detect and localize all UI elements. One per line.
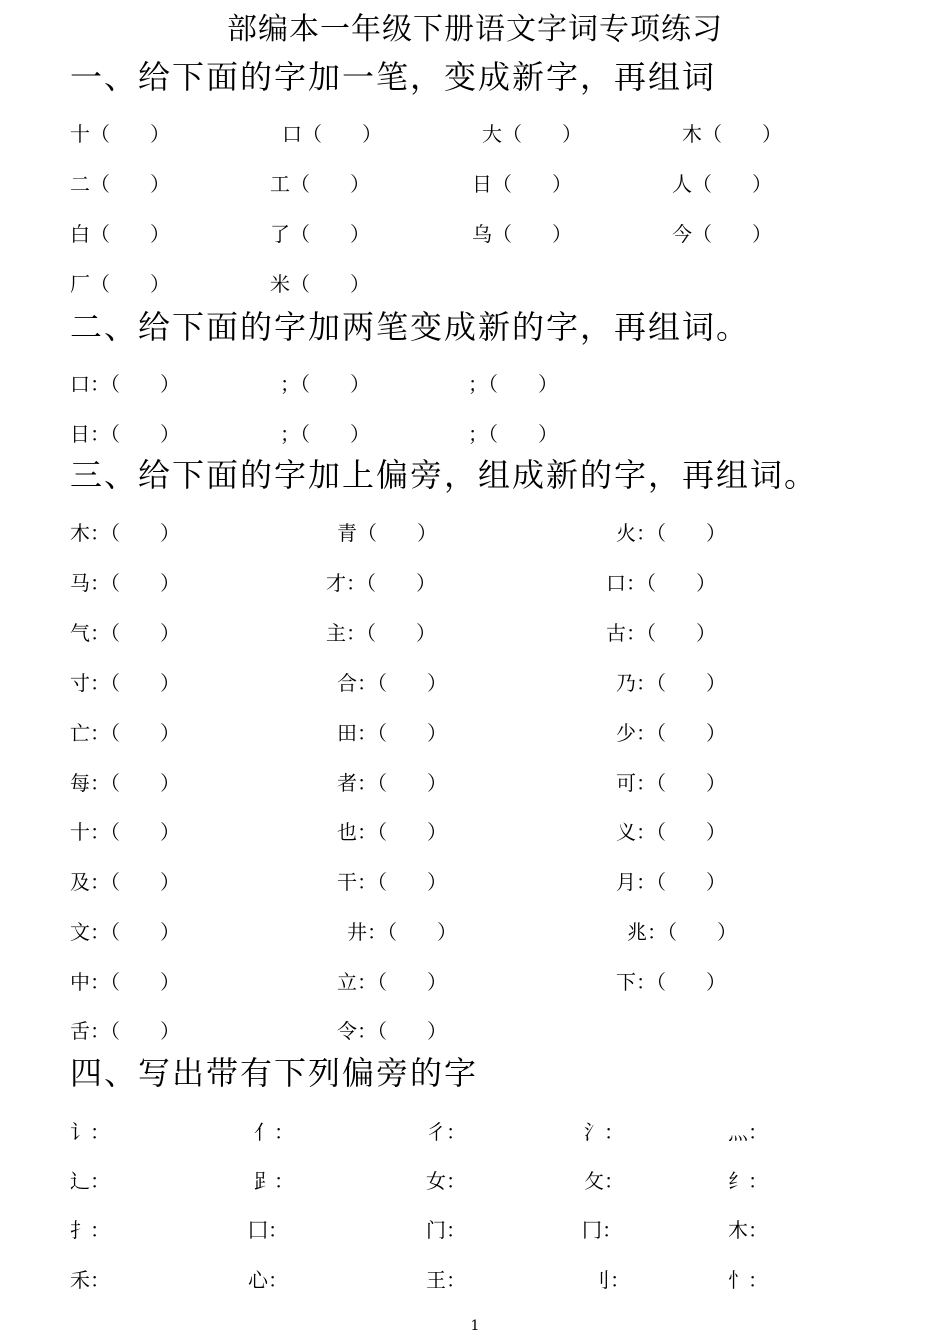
radical-cell: 禾： (70, 1268, 110, 1292)
section-3-row (0, 517, 950, 547)
exercise-cell: 厂（ ） (70, 272, 170, 296)
exercise-cell: 气：（ ） (70, 621, 180, 645)
radical-cell: 彳： (426, 1120, 466, 1144)
exercise-cell: 日（ ） (472, 172, 572, 196)
section-3-row (0, 916, 950, 946)
section-1-row (0, 168, 950, 198)
exercise-cell: 十（ ） (70, 122, 170, 146)
exercise-cell: 古：（ ） (606, 621, 716, 645)
section-1-row (0, 268, 950, 298)
exercise-cell: 下：（ ） (616, 970, 726, 994)
section-3-row (0, 617, 950, 647)
exercise-cell: ；（ ） (468, 372, 558, 396)
exercise-cell: 干：（ ） (337, 870, 447, 894)
radical-cell: 扌： (70, 1218, 110, 1242)
page-number: 1 (470, 1318, 480, 1334)
exercise-cell: 义：（ ） (616, 820, 726, 844)
section-4-row (0, 1214, 950, 1244)
radical-cell: 囗： (248, 1218, 288, 1242)
exercise-cell: 者：（ ） (337, 771, 447, 795)
section-4-row (0, 1116, 950, 1146)
section-2-row (0, 368, 950, 398)
exercise-cell: 也：（ ） (337, 820, 447, 844)
exercise-cell: 令：（ ） (337, 1019, 447, 1043)
section-2-row (0, 418, 950, 448)
radical-cell: 讠： (70, 1120, 110, 1144)
radical-cell: 木： (728, 1218, 768, 1242)
section-3-row (0, 567, 950, 597)
exercise-cell: 大（ ） (482, 122, 582, 146)
exercise-cell: 木（ ） (682, 122, 782, 146)
exercise-cell: 合：（ ） (337, 671, 447, 695)
exercise-cell: 才：（ ） (326, 571, 436, 595)
exercise-cell: 今（ ） (672, 222, 772, 246)
radical-cell: 氵： (584, 1120, 624, 1144)
exercise-cell: 立：（ ） (337, 970, 447, 994)
exercise-cell: 了（ ） (270, 222, 370, 246)
section-3-heading: 三、给下面的字加上偏旁，组成新的字，再组词。 (70, 456, 819, 494)
radical-cell: 攵： (584, 1169, 624, 1193)
exercise-cell: 文：（ ） (70, 920, 180, 944)
exercise-cell: 工（ ） (270, 172, 370, 196)
exercise-cell: 每：（ ） (70, 771, 180, 795)
section-3-row (0, 866, 950, 896)
exercise-cell: 青（ ） (337, 521, 437, 545)
exercise-cell: 口（ ） (282, 122, 382, 146)
radical-cell: 王： (426, 1268, 466, 1292)
exercise-cell: 及：（ ） (70, 870, 180, 894)
exercise-cell: 寸：（ ） (70, 671, 180, 695)
exercise-cell: 十：（ ） (70, 820, 180, 844)
section-4-row (0, 1165, 950, 1195)
exercise-cell: 人（ ） (672, 172, 772, 196)
exercise-cell: 舌：（ ） (70, 1019, 180, 1043)
radical-cell: 女： (426, 1169, 466, 1193)
section-1-heading: 一、给下面的字加一笔，变成新字，再组词 (70, 58, 717, 96)
exercise-cell: 二（ ） (70, 172, 170, 196)
section-4-row (0, 1264, 950, 1294)
exercise-cell: ；（ ） (468, 422, 558, 446)
radical-cell: 门： (426, 1218, 466, 1242)
radical-cell: 亻： (254, 1120, 294, 1144)
exercise-cell: 木：（ ） (70, 521, 180, 545)
section-3-row (0, 966, 950, 996)
exercise-cell: 口：（ ） (606, 571, 716, 595)
section-1-row (0, 218, 950, 248)
exercise-cell: 少：（ ） (616, 721, 726, 745)
radical-cell: 冂： (582, 1218, 622, 1242)
radical-cell: 忄： (728, 1268, 768, 1292)
exercise-cell: 可：（ ） (616, 771, 726, 795)
radical-cell: 纟： (728, 1169, 768, 1193)
section-3-row (0, 816, 950, 846)
exercise-cell: ；（ ） (280, 372, 370, 396)
exercise-cell: 井：（ ） (347, 920, 457, 944)
worksheet-title: 部编本一年级下册语文字词专项练习 (227, 12, 723, 47)
exercise-cell: 中：（ ） (70, 970, 180, 994)
exercise-cell: 日：（ ） (70, 422, 180, 446)
radical-cell: 心： (248, 1268, 288, 1292)
exercise-cell: ；（ ） (280, 422, 370, 446)
exercise-cell: 马：（ ） (70, 571, 180, 595)
exercise-cell: 白（ ） (70, 222, 170, 246)
radical-cell: 刂： (590, 1268, 630, 1292)
exercise-cell: 兆：（ ） (627, 920, 737, 944)
exercise-cell: 乌（ ） (472, 222, 572, 246)
exercise-cell: 米（ ） (270, 272, 370, 296)
exercise-cell: 乃：（ ） (616, 671, 726, 695)
section-1-row (0, 118, 950, 148)
exercise-cell: 月：（ ） (616, 870, 726, 894)
section-3-row (0, 717, 950, 747)
exercise-cell: 口：（ ） (70, 372, 180, 396)
radical-cell: 𧾷： (254, 1169, 294, 1193)
exercise-cell: 田：（ ） (337, 721, 447, 745)
exercise-cell: 亡：（ ） (70, 721, 180, 745)
radical-cell: 辶： (70, 1169, 110, 1193)
exercise-cell: 主：（ ） (326, 621, 436, 645)
section-4-heading: 四、写出带有下列偏旁的字 (70, 1054, 479, 1092)
exercise-cell: 火：（ ） (616, 521, 726, 545)
section-3-row (0, 1015, 950, 1045)
section-3-row (0, 767, 950, 797)
radical-cell: 灬： (728, 1120, 768, 1144)
section-3-row (0, 667, 950, 697)
section-2-heading: 二、给下面的字加两笔变成新的字，再组词。 (70, 308, 751, 346)
